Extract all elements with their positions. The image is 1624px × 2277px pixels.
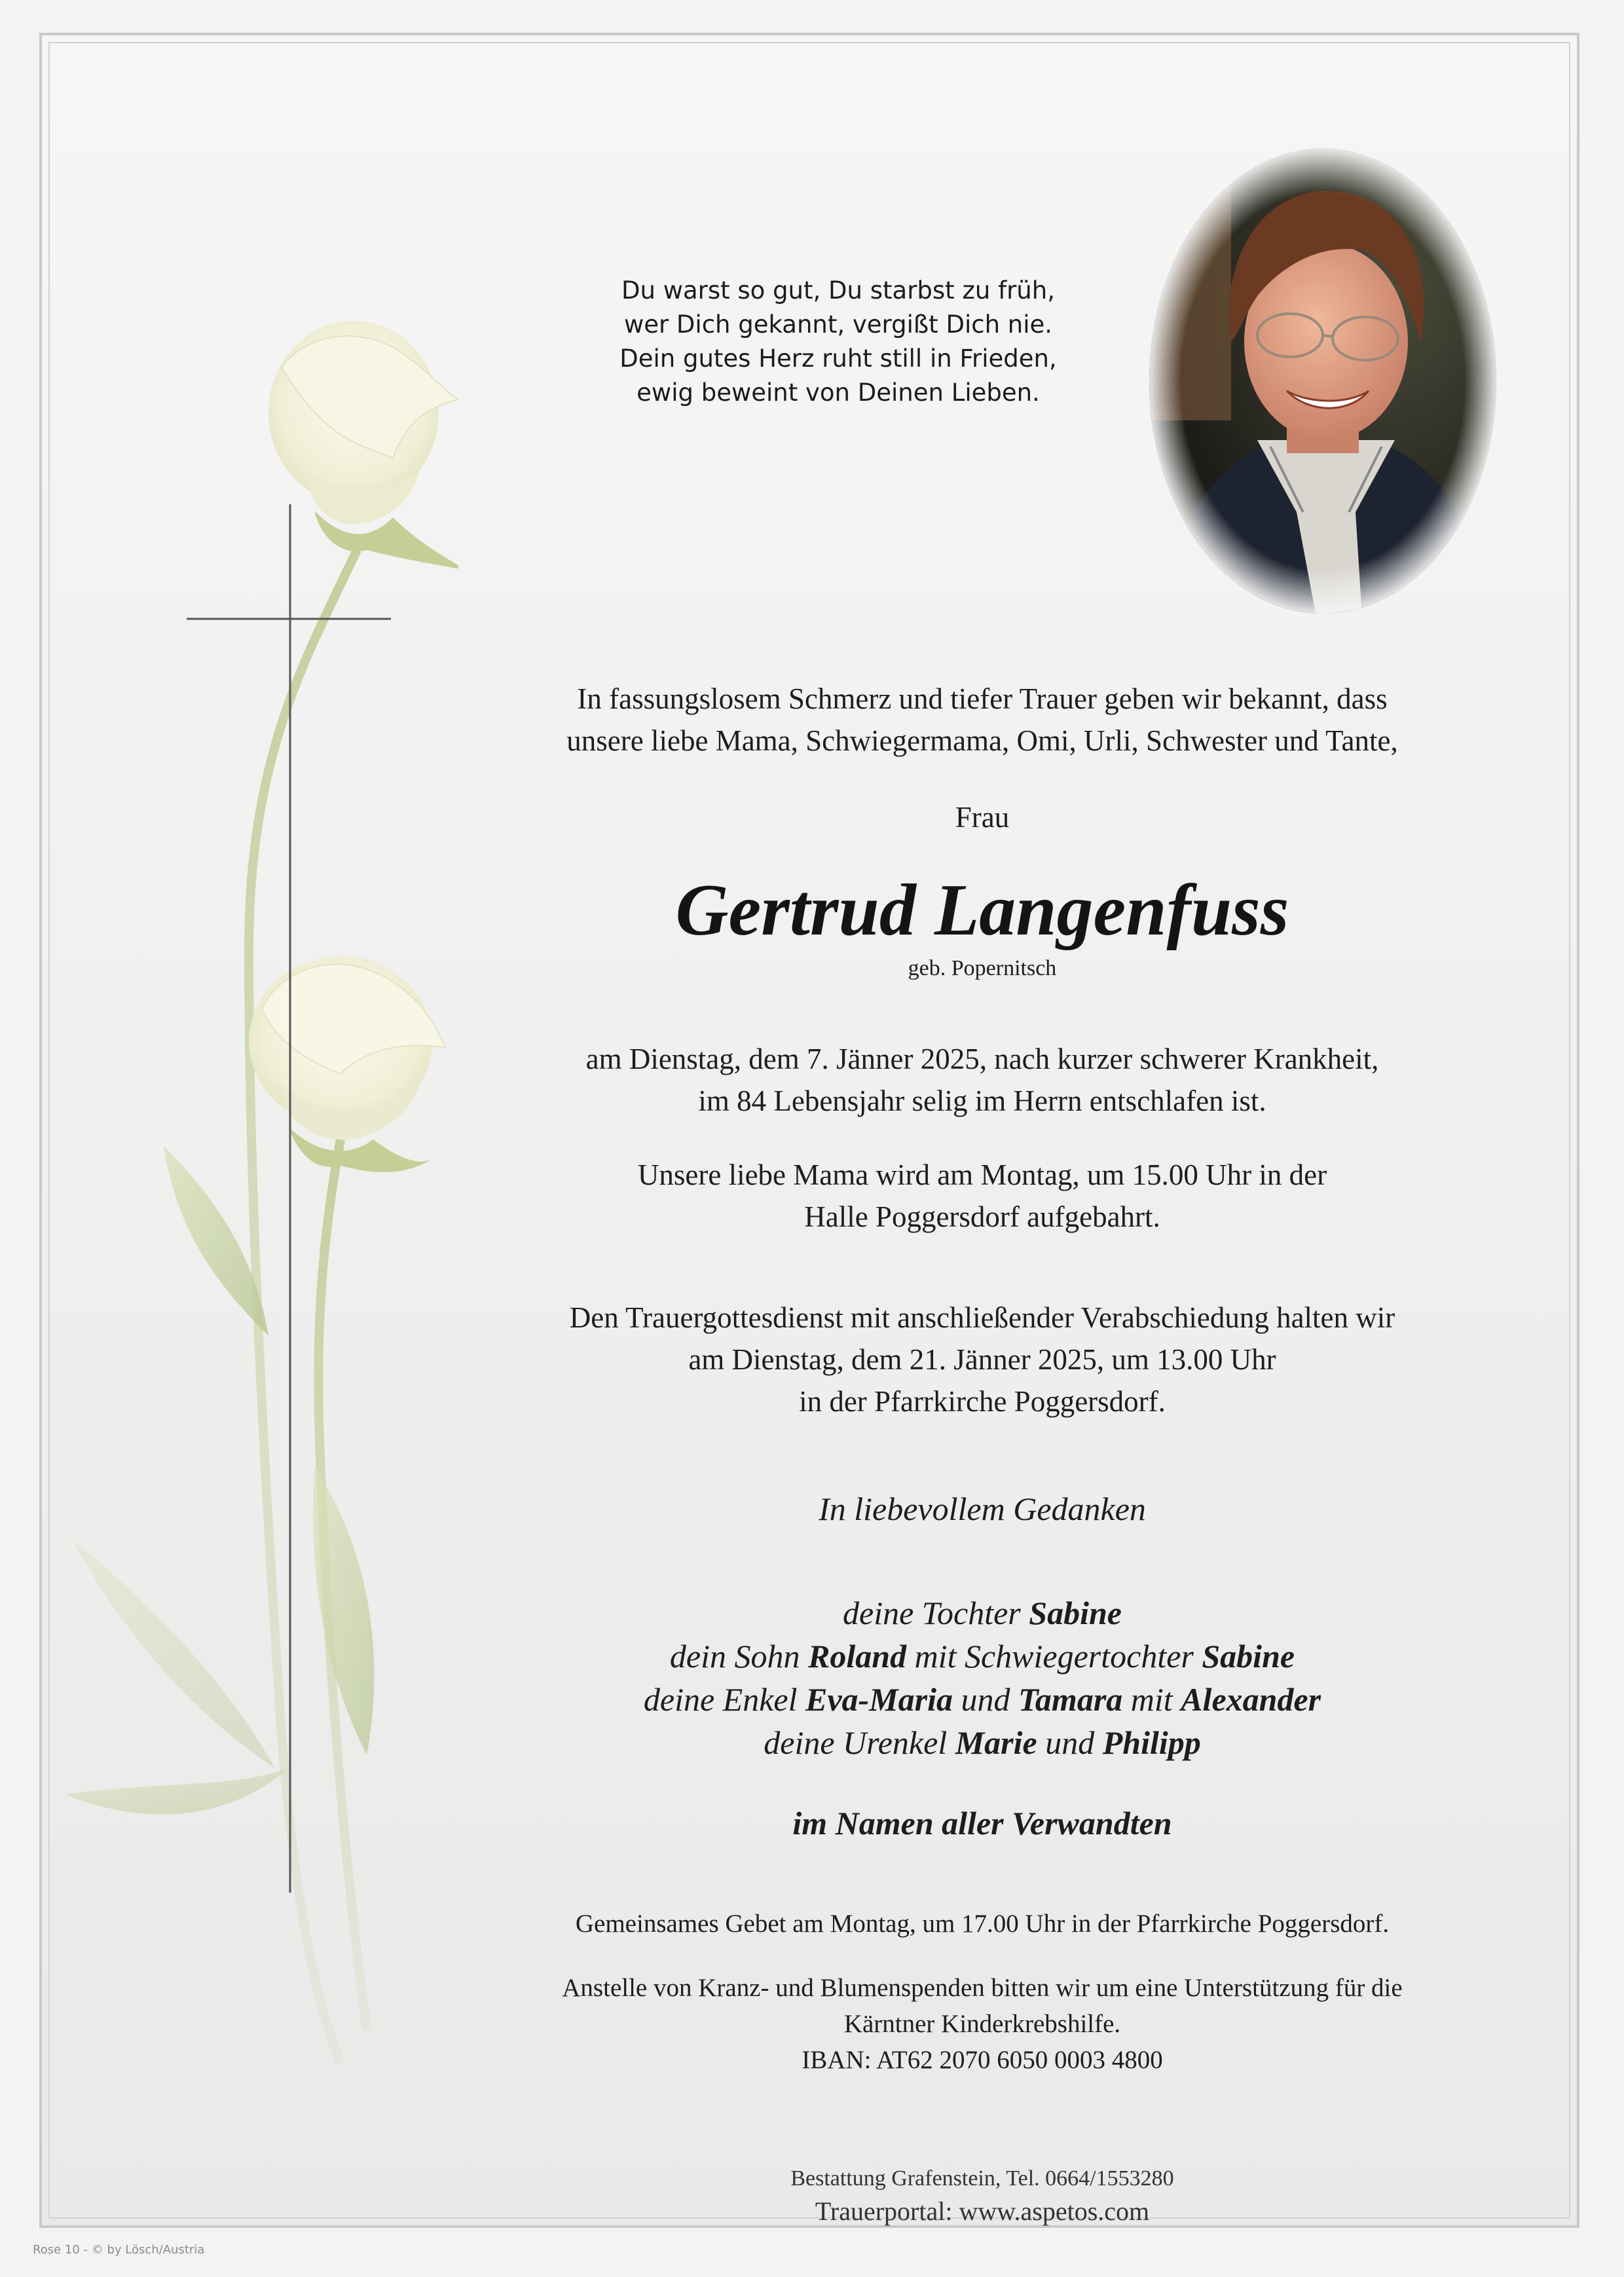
death-notice-line: am Dienstag, dem 7. Jänner 2025, nach kurzer schwerer Krankheit, <box>585 1043 1379 1075</box>
verse-line: Dein gutes Herz ruht still in Frieden, <box>619 344 1057 373</box>
relatives-line: im Namen aller Verwandten <box>792 1805 1172 1842</box>
announcement-intro <box>432 678 1532 762</box>
portrait-photo <box>1146 145 1500 617</box>
service-line: am Dienstag, dem 21. Jänner 2025, um 13.00 Uhr <box>688 1343 1276 1376</box>
verse-line: Du warst so gut, Du starbst zu früh, <box>621 276 1055 305</box>
family-member-name: Tamara <box>1018 1681 1123 1718</box>
verse-line: ewig beweint von Deinen Lieben. <box>637 379 1040 407</box>
family-text: dein Sohn <box>669 1638 800 1675</box>
prayer-notice <box>432 1906 1532 1942</box>
undertaker-contact: Bestattung Grafenstein, Tel. 0664/1553280 <box>790 2166 1174 2191</box>
service-line: Den Trauergottesdienst mit anschließender Verabschiedung halten wir <box>569 1301 1395 1334</box>
viewing-line: Halle Poggersdorf aufgebahrt. <box>804 1200 1160 1233</box>
family-member-name: Philipp <box>1102 1724 1201 1761</box>
undertaker-info <box>589 2162 1375 2228</box>
donation-line: Kärntner Kinderkrebshilfe. <box>843 2010 1121 2038</box>
maiden-name: geb. Popernitsch <box>908 956 1057 980</box>
family-text: und <box>1045 1724 1095 1761</box>
intro-line: In fassungslosem Schmerz und tiefer Trauer geben wir bekannt, dass <box>577 682 1388 715</box>
death-notice-line: im 84 Lebensjahr selig im Herrn entschlafen ist. <box>698 1084 1266 1117</box>
family-line-grandchildren <box>458 1678 1506 1721</box>
portal-link[interactable]: Trauerportal: www.aspetos.com <box>815 2196 1150 2226</box>
rose-flower-upper <box>268 321 458 524</box>
donation-notice <box>432 1970 1532 2078</box>
family-member-name: Marie <box>955 1724 1037 1761</box>
family-member-name: Alexander <box>1181 1681 1321 1718</box>
funeral-service <box>432 1297 1532 1422</box>
family-text: deine Tochter <box>843 1595 1021 1631</box>
family-line-great-grandchildren <box>458 1721 1506 1764</box>
viewing-line: Unsere liebe Mama wird am Montag, um 15.00 Uhr in der <box>637 1158 1327 1191</box>
verse-line: wer Dich gekannt, vergißt Dich nie. <box>623 310 1053 339</box>
family-list <box>458 1591 1506 1764</box>
rose-flower-lower <box>249 956 445 1139</box>
family-line-son <box>458 1635 1506 1678</box>
family-text: deine Enkel <box>643 1681 798 1718</box>
viewing-notice <box>458 1154 1506 1238</box>
footer-credit: Rose 10 - © by Lösch/Austria <box>33 2243 205 2257</box>
service-line: in der Pfarrkirche Poggersdorf. <box>799 1385 1166 1418</box>
leaf-icon <box>65 1768 288 1815</box>
family-member-name: Roland <box>808 1638 907 1675</box>
memorial-verse <box>511 274 1166 410</box>
leaf-icon <box>72 1539 275 1768</box>
prayer-line: Gemeinsames Gebet am Montag, um 17.00 Uhr in der Pfarrkirche Poggersdorf. <box>575 1910 1390 1938</box>
family-line-daughter <box>458 1591 1506 1635</box>
leaf-icon <box>313 1467 374 1755</box>
family-member-name: Eva-Maria <box>805 1681 953 1718</box>
rose-illustration <box>0 0 458 2096</box>
donation-line: Anstelle von Kranz- und Blumenspenden bitten wir um eine Unterstützung für die <box>562 1974 1403 2002</box>
family-text: mit Schwiegertochter <box>914 1638 1194 1675</box>
deceased-name: Gertrud Langenfuss <box>675 870 1289 951</box>
family-text: deine Urenkel <box>764 1724 948 1761</box>
salutation: Frau <box>955 801 1010 834</box>
donation-iban: IBAN: AT62 2070 6050 0003 4800 <box>802 2046 1163 2074</box>
death-notice <box>458 1038 1506 1122</box>
intro-line: unsere liebe Mama, Schwiegermama, Omi, Urli, Schwester und Tante, <box>566 724 1398 757</box>
family-text: und <box>961 1681 1010 1718</box>
family-member-name: Sabine <box>1029 1595 1122 1631</box>
family-text: mit <box>1130 1681 1173 1718</box>
closing-line: In liebevollem Gedanken <box>819 1490 1146 1527</box>
family-member-name: Sabine <box>1202 1638 1295 1675</box>
